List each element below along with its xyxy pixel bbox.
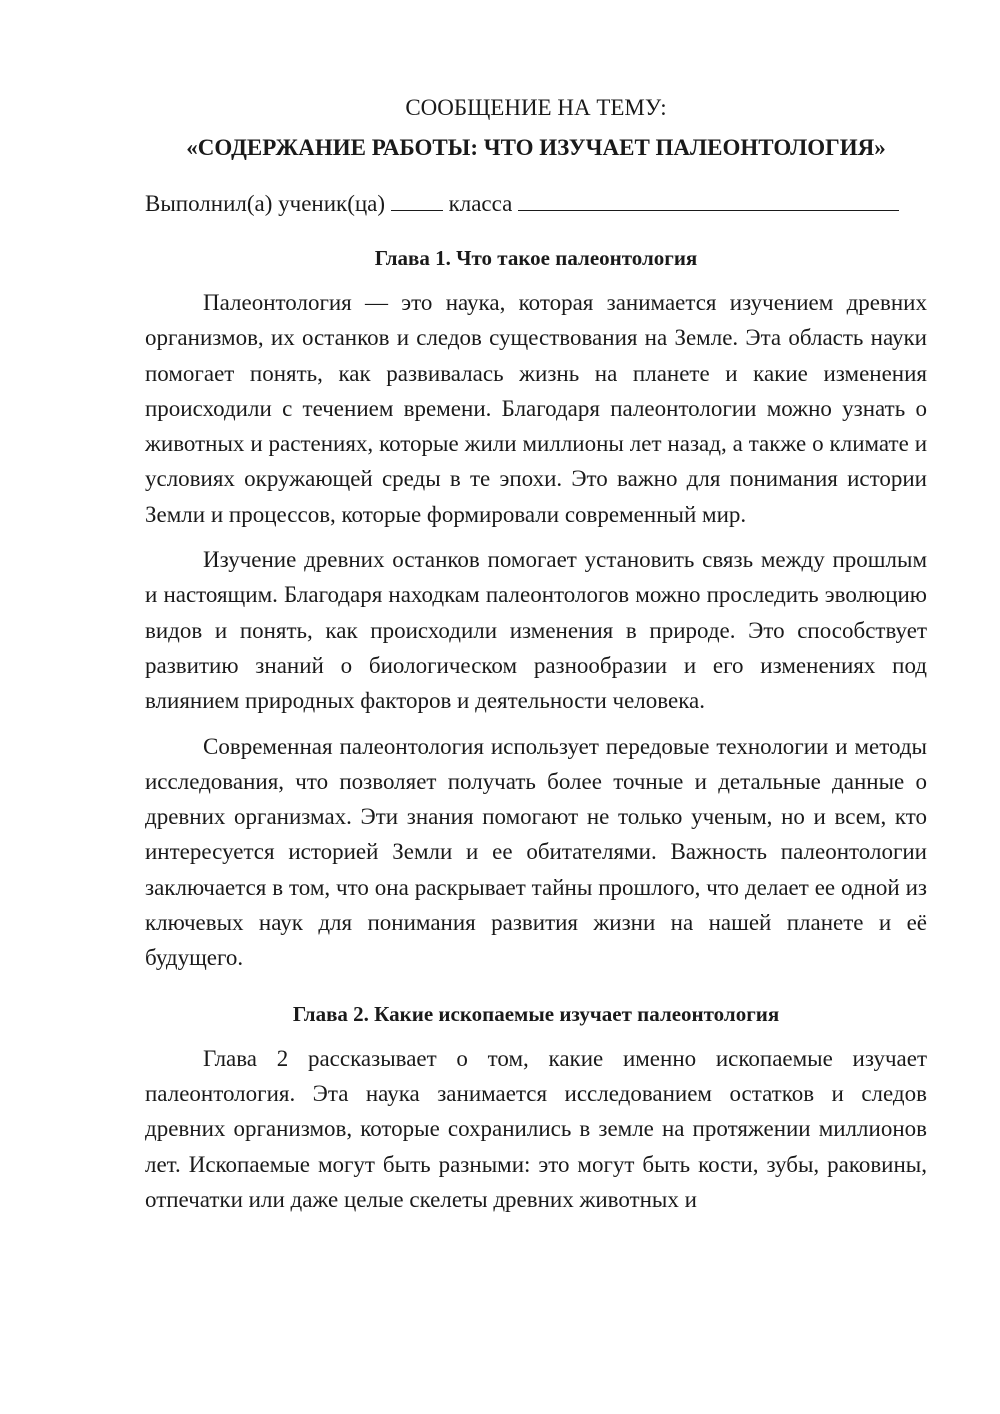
author-line [145, 186, 927, 222]
chapter-1-paragraph-2: Изучение древних останков помогает установить связь между прошлым и настоящим. Благодаря находкам палеонтологов можно проследить эволюцию видов и понять, как происходили изменения в природе. Это способствует развитию знаний о биологическом разнообразии и его изменениях под влиянием природных факторов и деятельности человека. [145, 547, 927, 714]
name-blank [518, 188, 899, 211]
chapter-2-paragraph-1: Глава 2 рассказывает о том, какие именно ископаемые изучает палеонтология. Эта наука занимается исследованием остатков и следов древних организмов, которые сохранились в земле на протяжении миллионов лет. Ископаемые могут быть разными: это могут быть кости, зубы, раковины, отпечатки или даже целые скелеты древних животных и [145, 1045, 927, 1212]
chapter-1-title: Глава 1. Что такое палеонтология [374, 246, 698, 270]
chapter-1-paragraph-1: Палеонтология — это наука, которая занимается изучением древних организмов, их останков и следов существования на Земле. Эта область науки помогает понять, как развивалась жизнь на планете и какие изменения происходили с течением времени. Благодаря палеонтологии можно узнать о животных и растениях, которые жили миллионы лет назад, а также о климате и условиях окружающей среды в те эпохи. Это важно для понимания истории Земли и процессов, которые формировали современный мир. [145, 290, 927, 527]
class-label: класса [448, 191, 513, 216]
report-heading: СООБЩЕНИЕ НА ТЕМУ: [405, 95, 667, 120]
report-title: «СОДЕРЖАНИЕ РАБОТЫ: ЧТО ИЗУЧАЕТ ПАЛЕОНТОЛОГИЯ» [186, 135, 886, 160]
chapter-2-title: Глава 2. Какие ископаемые изучает палеонтология [292, 1001, 780, 1026]
document-page [145, 90, 927, 1217]
author-prefix: Выполнил(а) ученик(ца) [145, 191, 386, 216]
chapter-1-paragraph-3: Современная палеонтология использует передовые технологии и методы исследования, что позволяет получать более точные и детальные данные о древних организмах. Эти знания помогают не только ученым, но и всем, кто интересуется историей Земли и ее обитателями. Важность палеонтологии заключается в том, что она раскрывает тайны прошлого, что делает ее одной из ключевых наук для понимания развития жизни на нашей планете и её будущего. [145, 733, 927, 971]
grade-blank [391, 188, 443, 211]
